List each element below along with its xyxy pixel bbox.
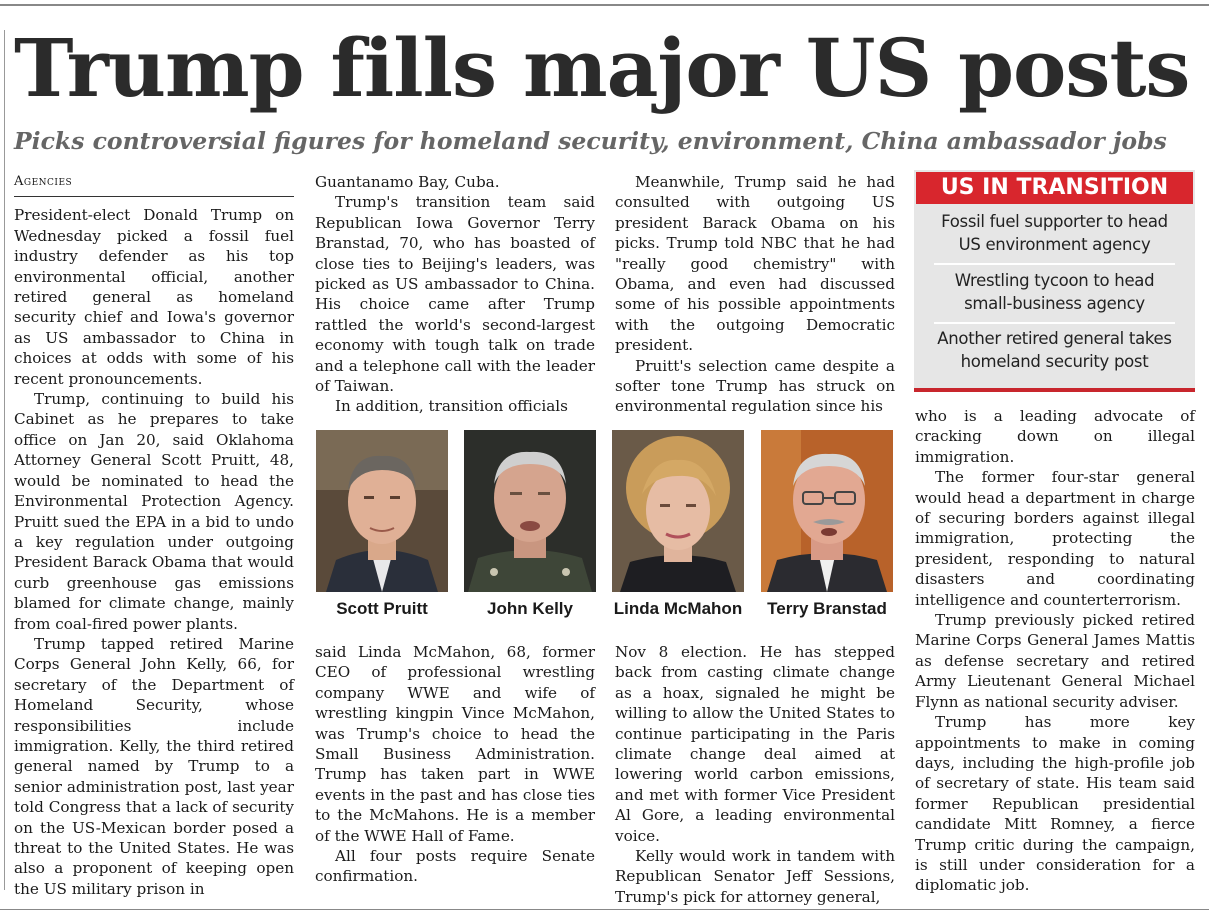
box-divider: [934, 322, 1175, 324]
us-in-transition-box: [914, 170, 1195, 392]
column-2-top: [315, 172, 595, 417]
box-item: Wrestling tycoon to head small-business agency: [954, 271, 1155, 313]
paragraph: In addition, transition officials: [335, 397, 568, 416]
paragraph: Pruitt's selection came despite a softer tone Trump has struck on environmental regulation since his: [615, 356, 895, 416]
paragraph: The former four-star general would head a department in charge of securing borders against illegal immigration, protecting the president, responding to natural disasters and coordinating intelligence and counterterrorism.: [915, 468, 1195, 609]
paragraph: Nov 8 election. He has stepped back from casting climate change as a hoax, signaled he might be willing to allow the United States to continue participating in the Paris climate change deal aimed at lowering world carbon emissions, and met with former Vice President Al Gore, a leading environmental voice.: [615, 643, 895, 845]
photo-caption: Terry Branstad: [767, 599, 887, 618]
subheadline: Picks controversial figures for homeland security, environment, China ambassador jobs: [14, 127, 1167, 155]
photo-caption: Linda McMahon: [613, 599, 743, 618]
paragraph: Kelly would work in tandem with Republican Senator Jeff Sessions, Trump's pick for attorney general,: [615, 847, 895, 906]
paragraph: President-elect Donald Trump on Wednesday picked a fossil fuel industry defender as his top environmental official, another retired general as homeland security chief and Iowa's governor as US ambassador to China in choices at odds with some of his recent pronouncements.: [14, 206, 294, 388]
bottom-rule: [0, 909, 1209, 910]
column-1: [14, 172, 294, 899]
paragraph: Trump, continuing to build his Cabinet as he prepares to take office on Jan 20, said Oklahoma Attorney General Scott Pruitt, 48, would be nominated to head the Environmental Protection Agency. Pruitt sued the EPA in a bid to undo a key regulation under outgoing President Barack Obama that would curb greenhouse gas emissions blamed for climate change, mainly from coal-fired power plants.: [14, 390, 294, 633]
top-rule: [0, 4, 1209, 6]
box-item: Fossil fuel supporter to head US environment agency: [941, 212, 1168, 254]
paragraph: said Linda McMahon, 68, former CEO of professional wrestling company WWE and wife of wrestling kingpin Vince McMahon, was Trump's choice to head the Small Business Administration. Trump has taken part in WWE events in the past and has close ties to the McMahons. He is a member of the WWE Hall of Fame.: [315, 643, 595, 845]
paragraph: who is a leading advocate of cracking down on illegal immigration.: [915, 407, 1195, 466]
box-item: Another retired general takes homeland security post: [937, 329, 1172, 371]
photo-linda-mcmahon: [612, 430, 744, 592]
box-divider: [934, 263, 1175, 265]
column-3-bottom: [615, 642, 895, 907]
column-3-top: [615, 172, 895, 417]
paragraph: Trump tapped retired Marine Corps General John Kelly, 66, for secretary of the Department of Homeland Security, whose responsibilities include immigration. Kelly, the third retired general named by Trump to a senior administration post, last year told Congress that a lack of security on the US-Mexican border posed a threat to the United States. He was also a proponent of keeping open the US military prison in: [14, 634, 294, 898]
paragraph: Meanwhile, Trump said he had consulted with outgoing US president Barack Obama on his picks. Trump told NBC that he had "really good chemistry" with Obama, and even had discussed some of his possible appointments with the outgoing Democratic president.: [615, 173, 895, 355]
paragraph: All four posts require Senate confirmation.: [315, 847, 595, 886]
paragraph: Trump previously picked retired Marine Corps General James Mattis as defense secretary and retired Army Lieutenant General Michael Flynn as national security adviser.: [915, 611, 1195, 711]
paragraph: Trump has more key appointments to make in coming days, including the high-profile job of secretary of state. His team said former Republican presidential candidate Mitt Romney, a fierce Trump critic during the campaign, is still under consideration for a diplomatic job.: [915, 713, 1195, 895]
headline: Trump fills major US posts: [14, 21, 1190, 115]
photo-john-kelly: [464, 430, 596, 592]
photo-caption: Scott Pruitt: [336, 599, 428, 618]
paragraph: Trump's transition team said Republican Iowa Governor Terry Branstad, 70, who has boasted of close ties to Beijing's leaders, was picked as US ambassador to China. His choice came after Trump rattled the world's second-largest economy with tough talk on trade and a telephone call with the leader of Taiwan.: [315, 193, 595, 396]
column-2-bottom: [315, 642, 595, 887]
paragraph: Guantanamo Bay, Cuba.: [315, 173, 500, 191]
byline: Agencies: [14, 172, 294, 197]
column-4: [915, 406, 1195, 896]
photo-terry-branstad: [761, 430, 893, 592]
photo-caption: John Kelly: [487, 599, 573, 618]
box-title: US IN TRANSITION: [916, 172, 1193, 204]
left-margin-rule: [4, 30, 5, 890]
photo-scott-pruitt: [316, 430, 448, 592]
